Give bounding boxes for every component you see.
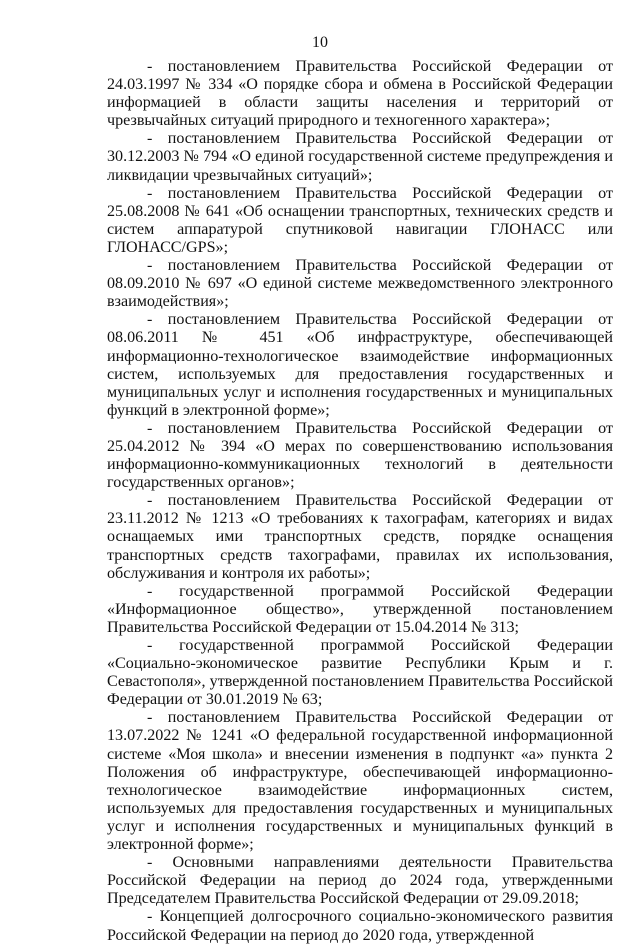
- list-item: - Концепцией долгосрочного социально-экономического развития Российской Федерации на период до 2020 года, утвержденной: [107, 908, 613, 944]
- list-item: - Основными направлениями деятельности Правительства Российской Федерации на период до 2024 года, утвержденными Председателем Правительства Российской Федерации от 29.09.2018;: [107, 854, 613, 908]
- list-item: - государственной программой Российской Федерации «Информационное общество», утвержденной постановлением Правительства Российской Федерации от 15.04.2014 № 313;: [107, 582, 613, 636]
- document-body: [107, 58, 613, 945]
- list-item: - постановлением Правительства Российской Федерации от 25.04.2012 № 394 «О мерах по совершенствованию использования информационно-коммуникационных технологий в деятельности государственных органов»;: [107, 419, 613, 492]
- list-item: - государственной программой Российской Федерации «Социально-экономическое развитие Республики Крым и г. Севастополя», утвержденной постановлением Правительства Российской Федерации от 30.01.2019 № 63;: [107, 637, 613, 709]
- list-item: - постановлением Правительства Российской Федерации от 23.11.2012 № 1213 «О требованиях к тахографам, категориях и видах оснащаемых ими транспортных средств, порядке оснащения транспортных средств тахографами, правилах их использования, обслуживания и контроля их работы»;: [107, 492, 613, 582]
- list-item: - постановлением Правительства Российской Федерации от 30.12.2003 № 794 «О единой государственной системе предупреждения и ликвидации чрезвычайных ситуаций»;: [107, 130, 613, 184]
- list-item: - постановлением Правительства Российской Федерации от 08.09.2010 № 697 «О единой системе межведомственного электронного взаимодействия»;: [107, 257, 613, 311]
- page-number: 10: [312, 34, 328, 51]
- list-item: - постановлением Правительства Российской Федерации от 25.08.2008 № 641 «Об оснащении транспортных, технических средств и систем аппаратурой спутниковой навигации ГЛОНАСС или ГЛОНАСС/GPS»;: [107, 184, 613, 256]
- list-item: - постановлением Правительства Российской Федерации от 13.07.2022 № 1241 «О федеральной государственной информационной системе «Моя школа» и внесении изменения в подпункт «а» пункта 2 Положения об инфраструктуре, обеспечивающей информационно-технологическое взаимодействие информационных систем, используемых для предоставления государственных и муниципальных услуг и исполнения государственных и муниципальных функций в электронной форме»;: [107, 709, 613, 854]
- list-item: - постановлением Правительства Российской Федерации от 08.06.2011 № 451 «Об инфраструктуре, обеспечивающей информационно-технологическое взаимодействие информационных систем, используемых для предоставления государственных и муниципальных услуг и исполнения государственных и муниципальных функций в электронной форме»;: [107, 311, 613, 419]
- list-item: - постановлением Правительства Российской Федерации от 24.03.1997 № 334 «О порядке сбора и обмена в Российской Федерации информацией в области защиты населения и территорий от чрезвычайных ситуаций природного и техногенного характера»;: [107, 58, 613, 130]
